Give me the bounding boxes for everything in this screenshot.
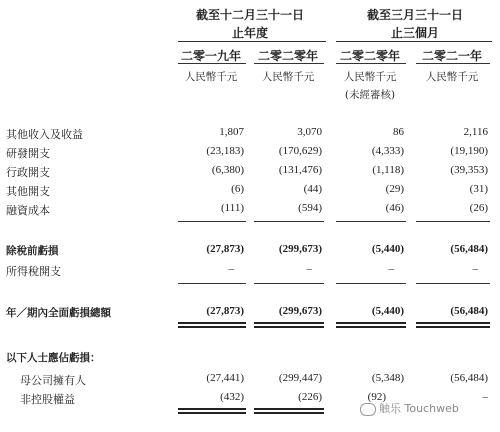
cell: (4,333) — [371, 145, 404, 157]
cell: 1,807 — [219, 126, 244, 138]
cell: (5,348) — [371, 372, 404, 384]
total-double-rule-4a — [416, 322, 490, 324]
cell: – — [472, 263, 478, 275]
cell: (19,190) — [450, 145, 488, 157]
row-label-other-income: 其他收入及收益 — [6, 128, 83, 141]
total-double-rule-4b — [416, 326, 490, 328]
cell: (29) — [385, 183, 404, 195]
cell: (299,673) — [278, 243, 322, 255]
tax-rule-3 — [336, 283, 406, 284]
watermark — [360, 400, 459, 416]
cell: (170,629) — [278, 145, 322, 157]
row-label-loss-before-tax: 除稅前虧損 — [6, 245, 59, 257]
group2-subtitle: 止三個月 — [390, 26, 439, 40]
cell: (39,353) — [450, 164, 488, 176]
tax-rule-2 — [254, 283, 324, 284]
cell: (31) — [469, 183, 488, 195]
group2-header-rule — [336, 41, 492, 42]
subtotal-rule-1 — [178, 221, 246, 222]
row-label-loss-attributable: 以下人士應佔虧損： — [6, 352, 101, 364]
subtotal-rule-4 — [416, 221, 490, 222]
cell: (111) — [220, 202, 244, 214]
cell: (299,673) — [278, 305, 322, 317]
row-label-rnd-expenses: 研發開支 — [6, 147, 50, 160]
cell: (131,476) — [278, 164, 322, 176]
wechat-icon — [360, 403, 376, 416]
bottom-double-rule-1b — [178, 412, 246, 414]
group1-subtitle: 止年度 — [231, 26, 268, 40]
cell: (26) — [469, 202, 488, 214]
tax-rule-1 — [178, 283, 246, 284]
cell: (299,447) — [278, 372, 322, 384]
row-label-non-controlling-interests: 非控股權益 — [20, 393, 75, 406]
cell: (1,118) — [372, 164, 404, 176]
group1-header-rule — [178, 41, 326, 42]
cell: – — [482, 391, 488, 403]
cell: (27,873) — [206, 305, 244, 317]
watermark-text: 触乐 Touchweb — [379, 402, 459, 415]
col-unaudited-note: (未經審核) — [344, 89, 396, 101]
cell: (432) — [220, 391, 244, 403]
cell: – — [388, 263, 394, 275]
total-double-rule-3b — [336, 326, 406, 328]
cell: (6) — [231, 183, 244, 195]
total-double-rule-1a — [178, 322, 246, 324]
row-label-admin-expenses: 行政開支 — [6, 166, 50, 179]
cell: (27,873) — [206, 243, 244, 255]
cell: 86 — [393, 126, 404, 138]
cell: (56,484) — [450, 305, 488, 317]
col-year-3: 二零二零年 — [339, 49, 400, 63]
col-year-4-rule — [416, 63, 490, 64]
cell: (44) — [303, 183, 322, 195]
col-unit-3: 人民幣千元 — [343, 71, 397, 83]
tax-rule-4 — [416, 283, 490, 284]
col-year-4: 二零二一年 — [421, 49, 482, 63]
col-year-2: 二零二零年 — [257, 49, 318, 63]
cell: 3,070 — [297, 126, 322, 138]
cell: (56,484) — [450, 372, 488, 384]
group1-title: 截至十二月三十一日 — [195, 8, 304, 22]
row-label-total-comprehensive-loss: 年／期內全面虧損總額 — [6, 307, 111, 319]
cell: (56,484) — [450, 243, 488, 255]
cell: (594) — [298, 202, 322, 214]
cell: (92) — [367, 391, 386, 403]
cell: (5,440) — [371, 243, 404, 255]
cell: – — [228, 263, 234, 275]
col-unit-1: 人民幣千元 — [184, 71, 238, 83]
col-year-2-rule — [254, 63, 324, 64]
cell: 2,116 — [463, 126, 488, 138]
row-label-other-expenses: 其他開支 — [6, 185, 50, 198]
cell: (6,380) — [211, 164, 244, 176]
cell: (46) — [385, 202, 404, 214]
col-year-1: 二零一九年 — [180, 49, 241, 63]
subtotal-rule-2 — [254, 221, 324, 222]
col-unit-4: 人民幣千元 — [425, 71, 479, 83]
total-double-rule-2a — [254, 322, 324, 324]
col-unit-2: 人民幣千元 — [261, 71, 315, 83]
row-label-finance-costs: 融資成本 — [6, 204, 50, 217]
bottom-double-rule-2b — [254, 412, 324, 414]
total-double-rule-3a — [336, 322, 406, 324]
group2-title: 截至三月三十一日 — [366, 8, 463, 22]
cell: (226) — [298, 391, 322, 403]
total-double-rule-2b — [254, 326, 324, 328]
col-year-1-rule — [178, 63, 246, 64]
cell: (23,183) — [206, 145, 244, 157]
total-double-rule-1b — [178, 326, 246, 328]
bottom-double-rule-1a — [178, 408, 246, 410]
cell: (27,441) — [206, 372, 244, 384]
cell: – — [306, 263, 312, 275]
row-label-owners-of-parent: 母公司擁有人 — [20, 374, 86, 387]
col-year-3-rule — [336, 63, 406, 64]
subtotal-rule-3 — [336, 221, 406, 222]
row-label-income-tax: 所得稅開支 — [6, 265, 61, 278]
bottom-double-rule-2a — [254, 408, 324, 410]
cell: (5,440) — [371, 305, 404, 317]
